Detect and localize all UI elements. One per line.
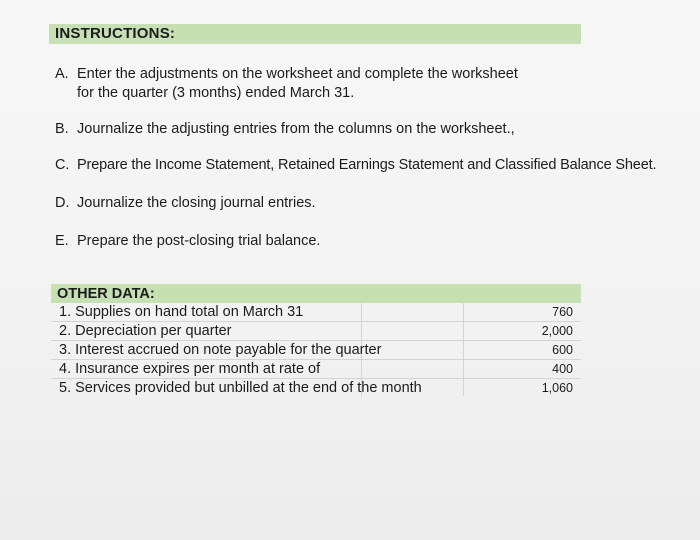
instruction-letter: E. xyxy=(55,233,69,249)
other-data-table xyxy=(51,284,581,397)
row-value: 600 xyxy=(552,343,573,357)
table-row xyxy=(51,303,581,322)
instruction-c xyxy=(55,156,656,175)
row-label: 4. Insurance expires per month at rate of xyxy=(59,361,321,377)
instruction-text: Journalize the closing journal entries. xyxy=(77,195,316,211)
instruction-b xyxy=(55,120,515,139)
instruction-letter: D. xyxy=(55,195,70,211)
instruction-letter: B. xyxy=(55,121,69,137)
instruction-text-continued: for the quarter (3 months) ended March 31. xyxy=(77,85,355,101)
row-value: 2,000 xyxy=(541,324,573,338)
other-data-header xyxy=(51,284,581,303)
instruction-letter: C. xyxy=(55,157,70,173)
instructions-header xyxy=(49,24,581,44)
instruction-text: Prepare the Income Statement, Retained Earnings Statement and Classified Balance Sheet. xyxy=(77,157,657,173)
instruction-e xyxy=(55,232,320,251)
row-value: 1,060 xyxy=(541,381,573,395)
instruction-text: Enter the adjustments on the worksheet and complete the worksheet xyxy=(77,66,518,82)
table-row xyxy=(51,341,581,360)
row-label: 1. Supplies on hand total on March 31 xyxy=(59,304,304,320)
instruction-letter: A. xyxy=(55,66,69,82)
instruction-text: Journalize the adjusting entries from the columns on the worksheet., xyxy=(77,121,515,137)
table-row xyxy=(51,322,581,341)
instruction-a xyxy=(55,65,518,103)
instructions-title: INSTRUCTIONS: xyxy=(55,25,176,42)
table-row xyxy=(51,379,581,397)
row-label: 5. Services provided but unbilled at the end of the month xyxy=(59,380,422,396)
row-value: 400 xyxy=(552,362,573,376)
row-label: 3. Interest accrued on note payable for the quarter xyxy=(59,342,382,358)
instruction-text: Prepare the post-closing trial balance. xyxy=(77,233,321,249)
instruction-d xyxy=(55,194,316,213)
row-value: 760 xyxy=(552,305,573,319)
other-data-title: OTHER DATA: xyxy=(57,286,155,302)
table-row xyxy=(51,360,581,379)
row-label: 2. Depreciation per quarter xyxy=(59,323,232,339)
